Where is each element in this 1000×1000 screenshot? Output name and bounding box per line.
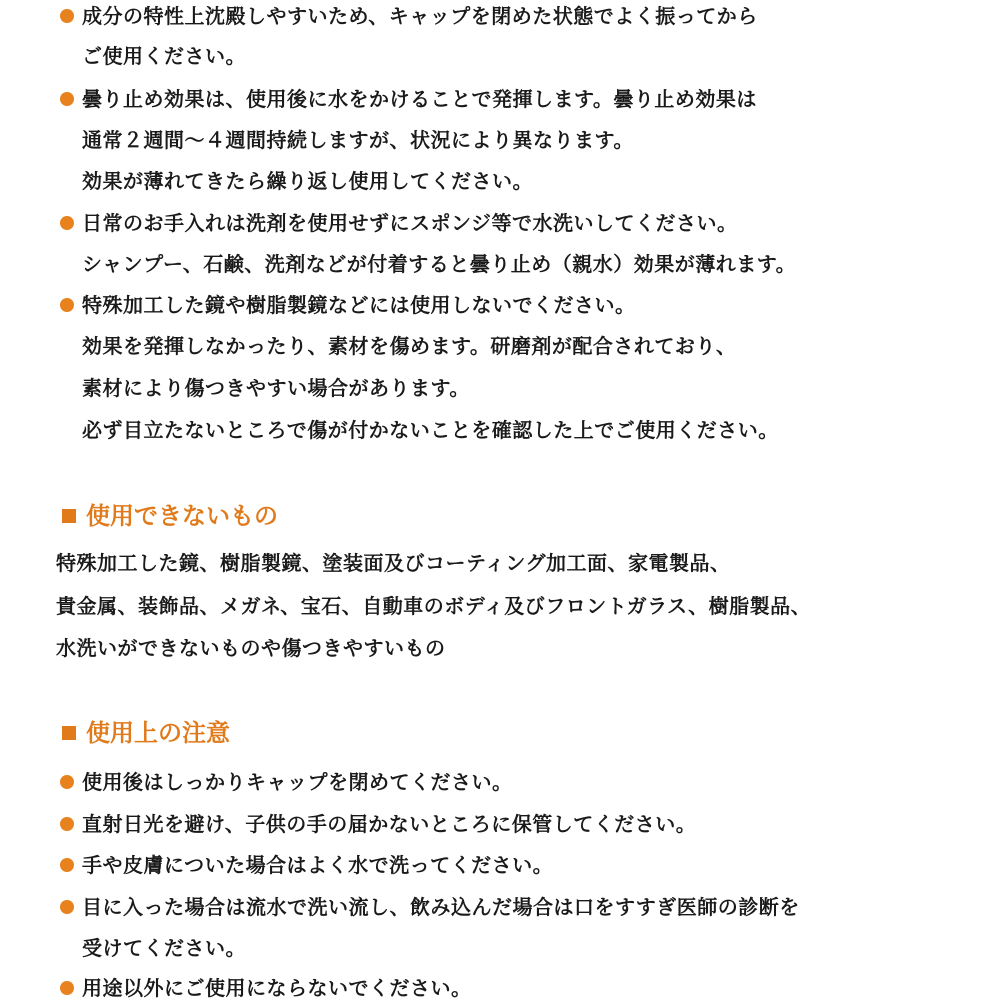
bullet-dot [60, 9, 74, 23]
note-line: シャンプー、石鹸、洗剤などが付着すると曇り止め（親水）効果が薄れます。 [82, 252, 797, 276]
note-line: 必ず目立たないところで傷が付かないことを確認した上でご使用ください。 [82, 418, 779, 442]
bullet-dot [60, 900, 74, 914]
heading-square-icon [62, 509, 76, 523]
bullet-dot [60, 817, 74, 831]
section-heading-precautions [62, 718, 230, 748]
unusable-line: 貴金属、装飾品、メガネ、宝石、自動車のボディ及びフロントガラス、樹脂製品、 [56, 594, 812, 618]
precaution-line: 使用後はしっかりキャップを閉めてください。 [82, 770, 513, 794]
note-line: 特殊加工した鏡や樹脂製鏡などには使用しないでください。 [82, 293, 636, 317]
bullet-dot [60, 775, 74, 789]
note-line: 曇り止め効果は、使用後に水をかけることで発揮します。曇り止め効果は [82, 87, 757, 111]
bullet-dot [60, 858, 74, 872]
precaution-line: 手や皮膚についた場合はよく水で洗ってください。 [82, 853, 554, 877]
note-line: 素材により傷つきやすい場合があります。 [82, 376, 470, 400]
note-line: 効果が薄れてきたら繰り返し使用してください。 [82, 169, 533, 193]
bullet-dot [60, 92, 74, 106]
precaution-line: 用途以外にご使用にならないでください。 [82, 976, 472, 1000]
note-line: 成分の特性上沈殿しやすいため、キャップを閉めた状態でよく振ってから [82, 4, 758, 28]
unusable-line: 水洗いができないものや傷つきやすいもの [56, 636, 446, 660]
section-heading-unusable [62, 501, 278, 531]
precaution-line: 目に入った場合は流水で洗い流し、飲み込んだ場合は口をすすぎ医師の診断を [82, 895, 800, 919]
bullet-dot [60, 298, 74, 312]
section-heading-text: 使用できないもの [86, 502, 278, 530]
note-line: 通常２週間〜４週間持続しますが、状況により異なります。 [82, 128, 634, 152]
section-heading-text: 使用上の注意 [86, 719, 230, 747]
note-line: ご使用ください。 [82, 44, 246, 68]
bullet-dot [60, 216, 74, 230]
note-line: 日常のお手入れは洗剤を使用せずにスポンジ等で水洗いしてください。 [82, 211, 738, 235]
bullet-dot [60, 981, 74, 995]
note-line: 効果を発揮しなかったり、素材を傷めます。研磨剤が配合されており、 [82, 334, 737, 358]
precaution-line: 受けてください。 [82, 936, 246, 960]
precaution-line: 直射日光を避け、子供の手の届かないところに保管してください。 [82, 812, 697, 836]
heading-square-icon [62, 726, 76, 740]
unusable-line: 特殊加工した鏡、樹脂製鏡、塗装面及びコーティング加工面、家電製品、 [56, 551, 731, 575]
